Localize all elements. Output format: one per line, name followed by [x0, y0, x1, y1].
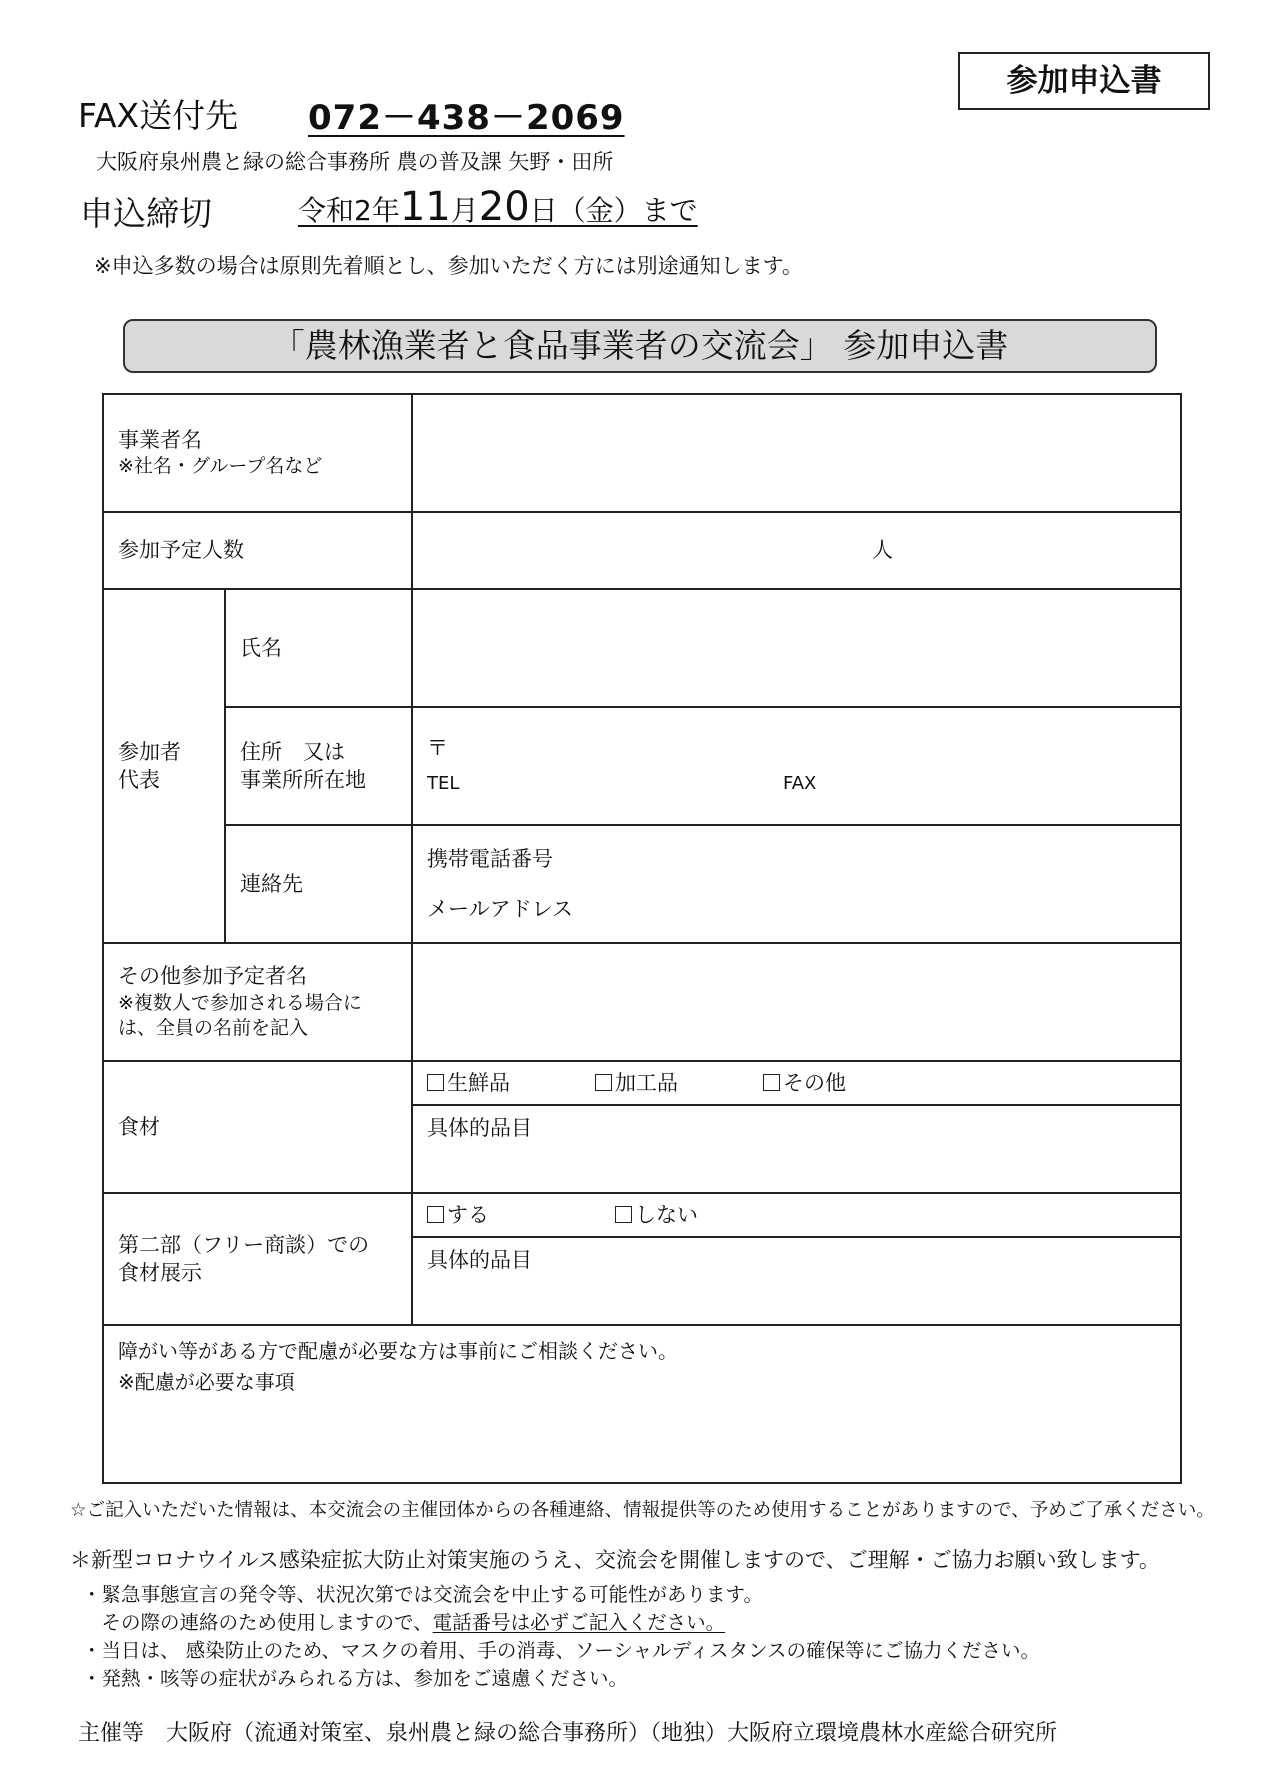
- deadline: [80, 184, 698, 235]
- participants-count-field[interactable]: [412, 512, 1181, 589]
- name-label: 氏名: [225, 589, 412, 707]
- fax-destination: [78, 90, 625, 138]
- checkbox-other[interactable]: その他: [763, 1069, 846, 1097]
- form-badge: 参加申込書: [958, 52, 1210, 110]
- display-specific-field[interactable]: 具体的品目: [412, 1237, 1181, 1325]
- business-name-field[interactable]: [412, 394, 1181, 512]
- deadline-date: 令和2年11月20日（金）まで: [298, 184, 698, 230]
- mobile-label: 携帯電話番号: [427, 846, 553, 871]
- checkbox-fresh[interactable]: 生鮮品: [427, 1069, 595, 1097]
- application-form: [102, 393, 1182, 1484]
- organizer-footer: 主催等 大阪府（流通対策室、泉州農と緑の総合事務所）（地独）大阪府立環境農林水産総合研究所: [78, 1721, 1058, 1746]
- tel-label: TEL: [427, 773, 460, 795]
- ingredients-label: 食材: [103, 1061, 412, 1193]
- accessibility-field[interactable]: 障がい等がある方で配慮が必要な方は事前にご相談ください。 ※配慮が必要な事項: [103, 1325, 1181, 1483]
- checkbox-processed[interactable]: 加工品: [595, 1069, 763, 1097]
- contact-label: 連絡先: [225, 825, 412, 943]
- fax-label: FAX送付先: [78, 96, 239, 135]
- office-name: 大阪府泉州農と緑の総合事務所 農の普及課 矢野・田所: [96, 150, 614, 174]
- postal-mark: 〒: [427, 735, 448, 760]
- name-field[interactable]: [412, 589, 1181, 707]
- bullet-fever: ・発熱・咳等の症状がみられる方は、参加をご遠慮ください。: [82, 1667, 629, 1690]
- person-unit: 人: [872, 538, 893, 563]
- email-label: メールアドレス: [427, 897, 573, 921]
- representative-label: 参加者 代表: [103, 589, 225, 943]
- privacy-note: ☆ご記入いただいた情報は、本交流会の主催団体からの各種連絡、情報提供等のため使用することがありますので、予めご了承ください。: [70, 1500, 1215, 1521]
- bullet-mask: ・当日は、 感染防止のため、マスクの着用、手の消毒、ソーシャルディスタンスの確保等にご協力ください。: [82, 1639, 1040, 1662]
- fax-label-field: FAX: [783, 773, 817, 795]
- business-name-label: 事業者名 ※社名・グループ名など: [103, 394, 412, 512]
- covid-note: ＊新型コロナウイルス感染症拡大防止対策実施のうえ、交流会を開催しますので、ご理解・ご協力お願い致します。: [70, 1548, 1160, 1572]
- address-label: 住所 又は 事業所所在地: [225, 707, 412, 825]
- checkbox-no[interactable]: しない: [615, 1201, 698, 1229]
- fax-number: 072－438－2069: [308, 98, 625, 138]
- address-field[interactable]: [412, 707, 1181, 825]
- bullet-cancel: ・緊急事態宣言の発令等、状況次第では交流会を中止する可能性があります。: [82, 1583, 763, 1606]
- display-label: 第二部（フリー商談）での 食材展示: [103, 1193, 412, 1325]
- other-participants-field[interactable]: [412, 943, 1181, 1061]
- covid-bullets: [82, 1581, 1040, 1693]
- contact-field[interactable]: [412, 825, 1181, 943]
- first-come-note: ※申込多数の場合は原則先着順とし、参加いただく方には別途通知します。: [94, 254, 803, 278]
- participants-count-label: 参加予定人数: [103, 512, 412, 589]
- form-title: 「農林漁業者と食品事業者の交流会」 参加申込書: [123, 319, 1157, 373]
- deadline-label: 申込締切: [80, 194, 212, 233]
- checkbox-yes[interactable]: する: [427, 1201, 615, 1229]
- display-options: [412, 1193, 1181, 1237]
- other-participants-label: その他参加予定者名 ※複数人で参加される場合には、全員の名前を記入: [103, 943, 412, 1061]
- ingredient-options: [412, 1061, 1181, 1105]
- bullet-phone: その際の連絡のため使用しますので、電話番号は必ずご記入ください。: [82, 1611, 726, 1634]
- ingredients-specific-field[interactable]: 具体的品目: [412, 1105, 1181, 1193]
